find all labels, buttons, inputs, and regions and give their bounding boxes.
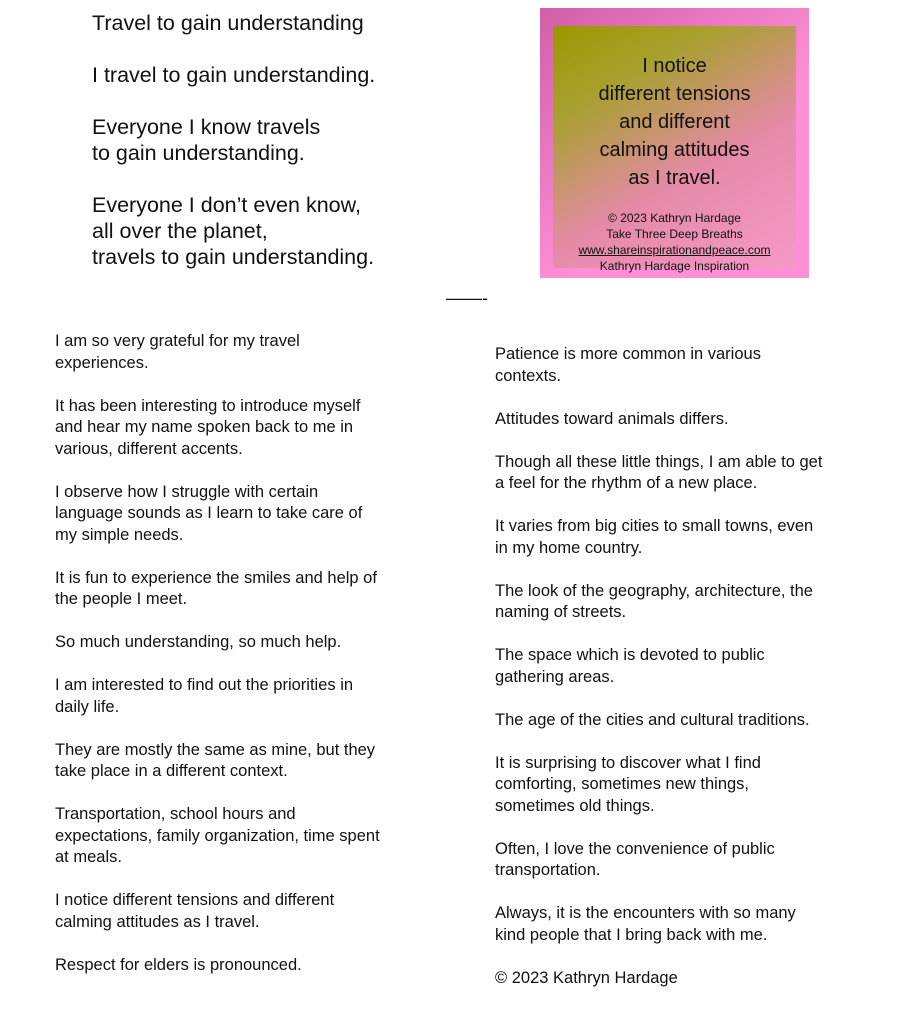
paragraph: Though all these little things, I am able to get a feel for the rhythm of a new place.: [495, 452, 823, 492]
paragraph: I notice different tensions and different calming attitudes as I travel.: [55, 891, 335, 931]
paragraph: The look of the geography, architecture, the naming of streets.: [495, 581, 813, 621]
paragraph: It varies from big cities to small towns, even in my home country.: [495, 517, 814, 557]
poem-stanza: Everyone I don’t even know, all over the planet, travels to gain understanding.: [92, 193, 375, 269]
card-url-link[interactable]: www.shareinspirationandpeace.com: [578, 243, 771, 257]
paragraph: Often, I love the convenience of public transportation.: [495, 839, 775, 879]
paragraph: Always, it is the encounters with so many kind people that I bring back with me.: [495, 904, 796, 944]
paragraph: It has been interesting to introduce myself and hear my name spoken back to me in various, different accents.: [55, 396, 361, 458]
card-copyright: © 2023 Kathryn Hardage: [608, 211, 741, 225]
paragraph: The age of the cities and cultural traditions.: [495, 710, 810, 729]
quote-card: [540, 8, 809, 278]
paragraph: So much understanding, so much help.: [55, 633, 342, 651]
card-book-title: Take Three Deep Breaths: [606, 227, 743, 241]
copyright: © 2023 Kathryn Hardage: [495, 968, 678, 987]
paragraph: I am interested to find out the priorities in daily life.: [55, 676, 354, 716]
right-column: [495, 344, 875, 1011]
paragraph: They are mostly the same as mine, but they take place in a different context.: [55, 740, 376, 780]
card-quote: I notice different tensions and different calming attitudes as I travel.: [598, 55, 751, 189]
paragraph: It is surprising to discover what I find comforting, sometimes new things, sometimes old things.: [495, 753, 761, 815]
paragraph: Transportation, school hours and expectations, family organization, time spent at meals.: [55, 805, 380, 866]
poem-title: Travel to gain understanding: [92, 11, 364, 35]
poem-stanza: Everyone I know travels to gain understanding.: [92, 115, 321, 165]
section-separator: ——-: [446, 288, 488, 308]
quote-card-inner: [553, 26, 796, 273]
left-column: [55, 331, 435, 998]
paragraph: I observe how I struggle with certain language sounds as I learn to take care of my simple needs.: [55, 482, 363, 544]
card-brand: Kathryn Hardage Inspiration: [599, 259, 750, 273]
paragraph: The space which is devoted to public gathering areas.: [495, 646, 765, 686]
card-credits: [553, 210, 796, 274]
paragraph: Attitudes toward animals differs.: [495, 409, 729, 428]
paragraph: Patience is more common in various contexts.: [495, 345, 761, 385]
paragraph: Respect for elders is pronounced.: [55, 955, 302, 974]
poem: [92, 10, 472, 296]
poem-stanza: I travel to gain understanding.: [92, 63, 376, 87]
paragraph: I am so very grateful for my travel experiences.: [55, 332, 300, 372]
paragraph: It is fun to experience the smiles and help of the people I meet.: [55, 568, 377, 608]
